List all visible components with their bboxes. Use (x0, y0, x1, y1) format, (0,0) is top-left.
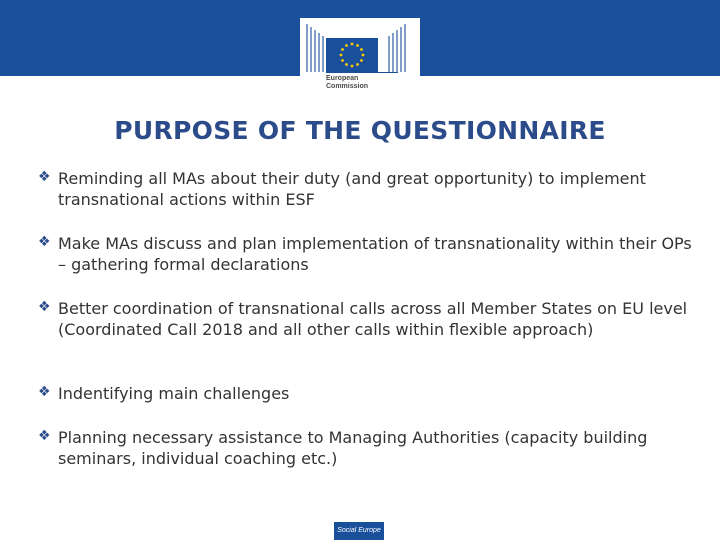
eu-flag-building-icon (300, 18, 420, 74)
diamond-bullet-icon: ❖ (38, 428, 51, 444)
bullet-item (38, 427, 702, 469)
page-title: PURPOSE OF THE QUESTIONNAIRE (114, 116, 606, 145)
diamond-bullet-icon: ❖ (38, 169, 51, 185)
bullet-text: Make MAs discuss and plan implementation of transnationality within their OPs – gathering formal declarations (58, 234, 692, 274)
bullet-item (38, 233, 702, 275)
logo-line-european: European (326, 75, 359, 82)
bullet-item (38, 383, 702, 404)
logo-line-commission: Commission (326, 83, 369, 90)
diamond-bullet-icon: ❖ (38, 384, 51, 400)
bullet-text: Reminding all MAs about their duty (and great opportunity) to implement transnational actions within ESF (58, 169, 646, 209)
logo-text (326, 75, 368, 91)
bullet-text: Better coordination of transnational calls across all Member States on EU level (Coordinated Call 2018 and all other calls within flexible approach) (58, 299, 688, 339)
diamond-bullet-icon: ❖ (38, 299, 51, 315)
bullet-item (38, 168, 702, 210)
social-europe-logo: Social Europe (334, 522, 384, 540)
european-commission-logo (300, 18, 420, 100)
bullet-text: Indentifying main challenges (58, 384, 290, 403)
bullet-text: Planning necessary assistance to Managing Authorities (capacity building seminars, individual coaching etc.) (58, 428, 648, 468)
bullet-item (38, 298, 702, 340)
diamond-bullet-icon: ❖ (38, 234, 51, 250)
